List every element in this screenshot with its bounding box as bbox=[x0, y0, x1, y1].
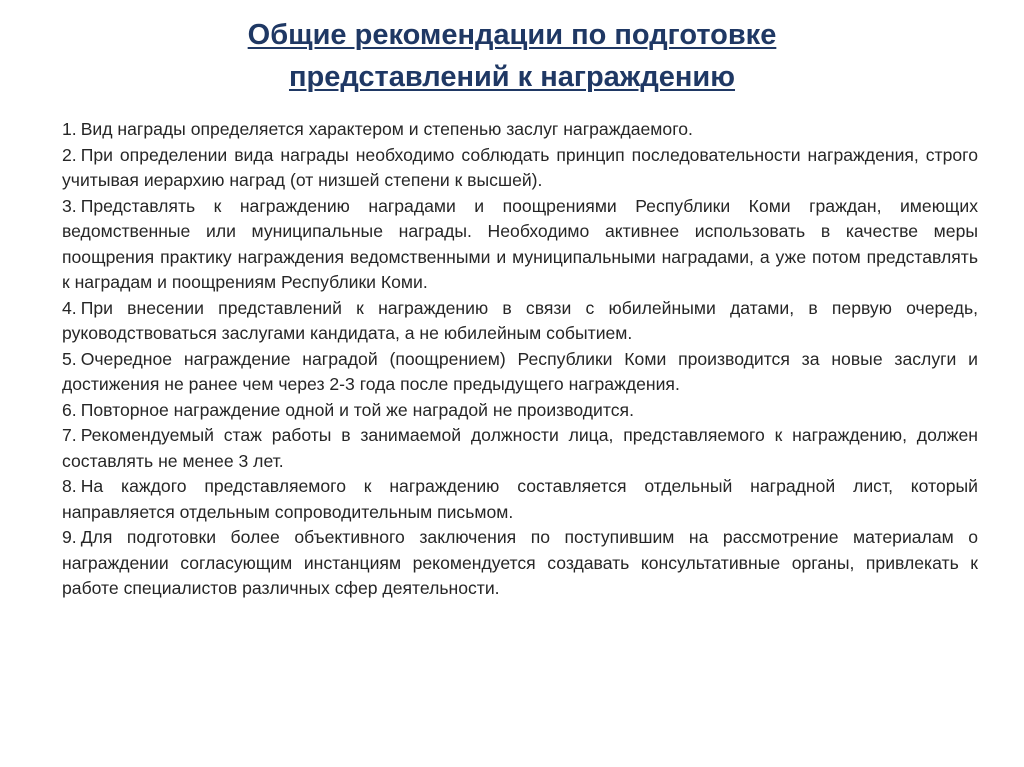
list-item-number: 5. bbox=[62, 348, 77, 369]
recommendations-list bbox=[62, 117, 978, 602]
list-item-number: 7. bbox=[62, 425, 77, 445]
page-title bbox=[0, 14, 1024, 98]
list-item-text: Повторное награждение одной и той же наградой не производится. bbox=[80, 399, 634, 420]
list-item-3 bbox=[62, 194, 978, 296]
list-item-number: 8. bbox=[62, 476, 77, 496]
list-item-text: Для подготовки более объективного заключения по поступившим на рассмотрение материалам о награждении согласующим инстанциям рекомендуется создавать консультативные органы, привлекать к работе специалистов различных сфер деятельности. bbox=[62, 527, 978, 598]
list-item-number: 1. bbox=[62, 119, 77, 139]
list-item-1 bbox=[62, 117, 978, 143]
list-item-text: Очередное награждение наградой (поощрением) Республики Коми производится за новые заслуги и достижения не ранее чем через 2-3 года после предыдущего награждения. bbox=[62, 348, 978, 394]
list-item-2 bbox=[62, 143, 978, 194]
list-item-number: 3. bbox=[62, 195, 77, 216]
page-title-line-2: представлений к награждению bbox=[288, 61, 736, 93]
list-item-text: Вид награды определяется характером и степенью заслуг награждаемого. bbox=[80, 119, 693, 139]
list-item-7 bbox=[62, 423, 978, 474]
page-title-line-1: Общие рекомендации по подготовке bbox=[247, 19, 777, 51]
list-item-text: При внесении представлений к награждению в связи с юбилейными датами, в первую очередь, руководствоваться заслугами кандидата, а не юбилейным событием. bbox=[62, 297, 978, 343]
list-item-text: При определении вида награды необходимо соблюдать принцип последовательности награждения, строго учитывая иерархию наград (от низшей степени к высшей). bbox=[62, 144, 978, 190]
list-item-number: 9. bbox=[62, 527, 77, 547]
list-item-number: 6. bbox=[62, 399, 77, 420]
list-item-number: 2. bbox=[62, 144, 77, 165]
list-item-8 bbox=[62, 474, 978, 525]
list-item-6 bbox=[62, 398, 978, 424]
list-item-number: 4. bbox=[62, 297, 77, 318]
list-item-4 bbox=[62, 296, 978, 347]
list-item-5 bbox=[62, 347, 978, 398]
list-item-text: Представлять к награждению наградами и поощрениями Республики Коми граждан, имеющих ведомственные или муниципальные награды. Необходимо активнее использовать в качестве меры поощрения практику награждения ведомственными и муниципальными наградами, а уже потом представлять к наградам и поощрениям Республики Коми. bbox=[62, 195, 978, 292]
list-item-text: На каждого представляемого к награждению составляется отдельный наградной лист, который направляется отдельным сопроводительным письмом. bbox=[62, 476, 978, 522]
list-item-text: Рекомендуемый стаж работы в занимаемой должности лица, представляемого к награждению, должен составлять не менее 3 лет. bbox=[62, 425, 978, 471]
list-item-9 bbox=[62, 525, 978, 602]
